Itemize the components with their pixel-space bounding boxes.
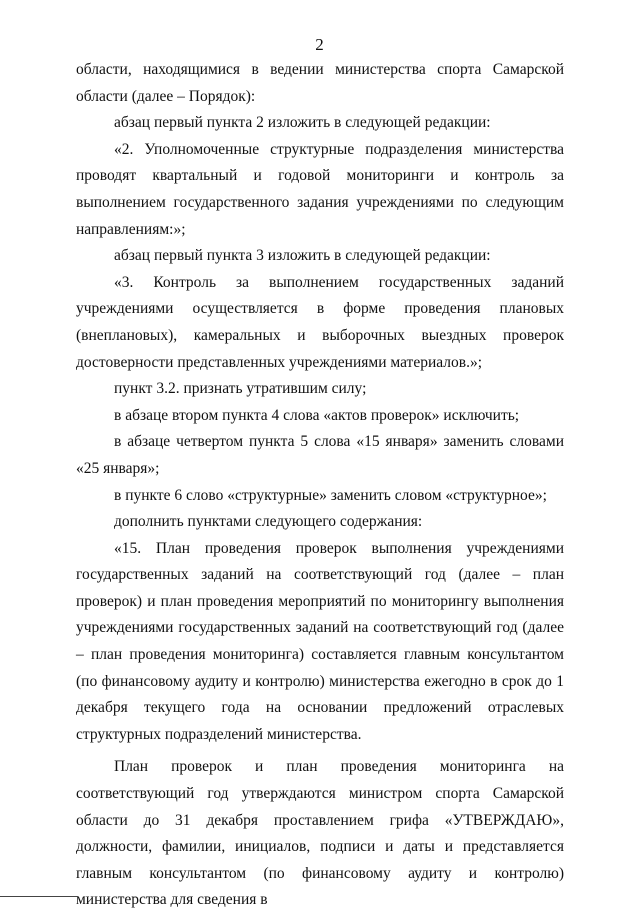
document-body	[76, 57, 564, 914]
paragraph: в абзаце четвертом пункта 5 слова «15 января» заменить словами «25 января»;	[76, 433, 564, 477]
paragraph: «3. Контроль за выполнением государственных заданий учреждениями осуществляется в форме проведения плановых (внеплановых), камеральных и выборочных выездных проверок достоверности представленных учреждениями материалов.»;	[76, 273, 564, 371]
paragraph: План проверок и план проведения мониторинга на соответствующий год утверждаются министром спорта Самарской области до 31 декабря проставлением грифа «УТВЕРЖДАЮ», должности, фамилии, инициалов, подписи и даты и представляется главным консультантом (по финансовому аудиту и контролю) министерства для сведения в	[76, 758, 564, 909]
paragraph: пункт 3.2. признать утратившим силу;	[114, 380, 367, 398]
paragraph: в абзаце втором пункта 4 слова «актов проверок» исключить;	[114, 406, 520, 424]
paragraph: абзац первый пункта 2 изложить в следующей редакции:	[114, 114, 491, 132]
page-number: 2	[315, 35, 324, 54]
paragraph: дополнить пунктами следующего содержания:	[114, 513, 423, 531]
paragraph: «2. Уполномоченные структурные подразделения министерства проводят квартальный и годовой мониторинги и контроль за выполнением государственного задания учреждениями по следующим направлениям:»;	[76, 140, 564, 238]
paragraph: в пункте 6 слово «структурные» заменить словом «структурное»;	[114, 486, 547, 504]
footnote-rule	[0, 896, 78, 897]
paragraph: области, находящимися в ведении министерства спорта Самарской области (далее – Порядок):	[76, 61, 564, 105]
paragraph: «15. План проведения проверок выполнения учреждениями государственных заданий на соответствующий год (далее – план проверок) и план проведения мероприятий по мониторингу выполнения учреждениями государственных заданий на соответствующий год (далее – план проведения мониторинга) составляется главным консультантом (по финансовому аудиту и контролю) министерства ежегодно в срок до 1 декабря текущего года на основании предложений отраслевых структурных подразделений министерства.	[76, 539, 564, 743]
paragraph: абзац первый пункта 3 изложить в следующей редакции:	[114, 247, 491, 265]
